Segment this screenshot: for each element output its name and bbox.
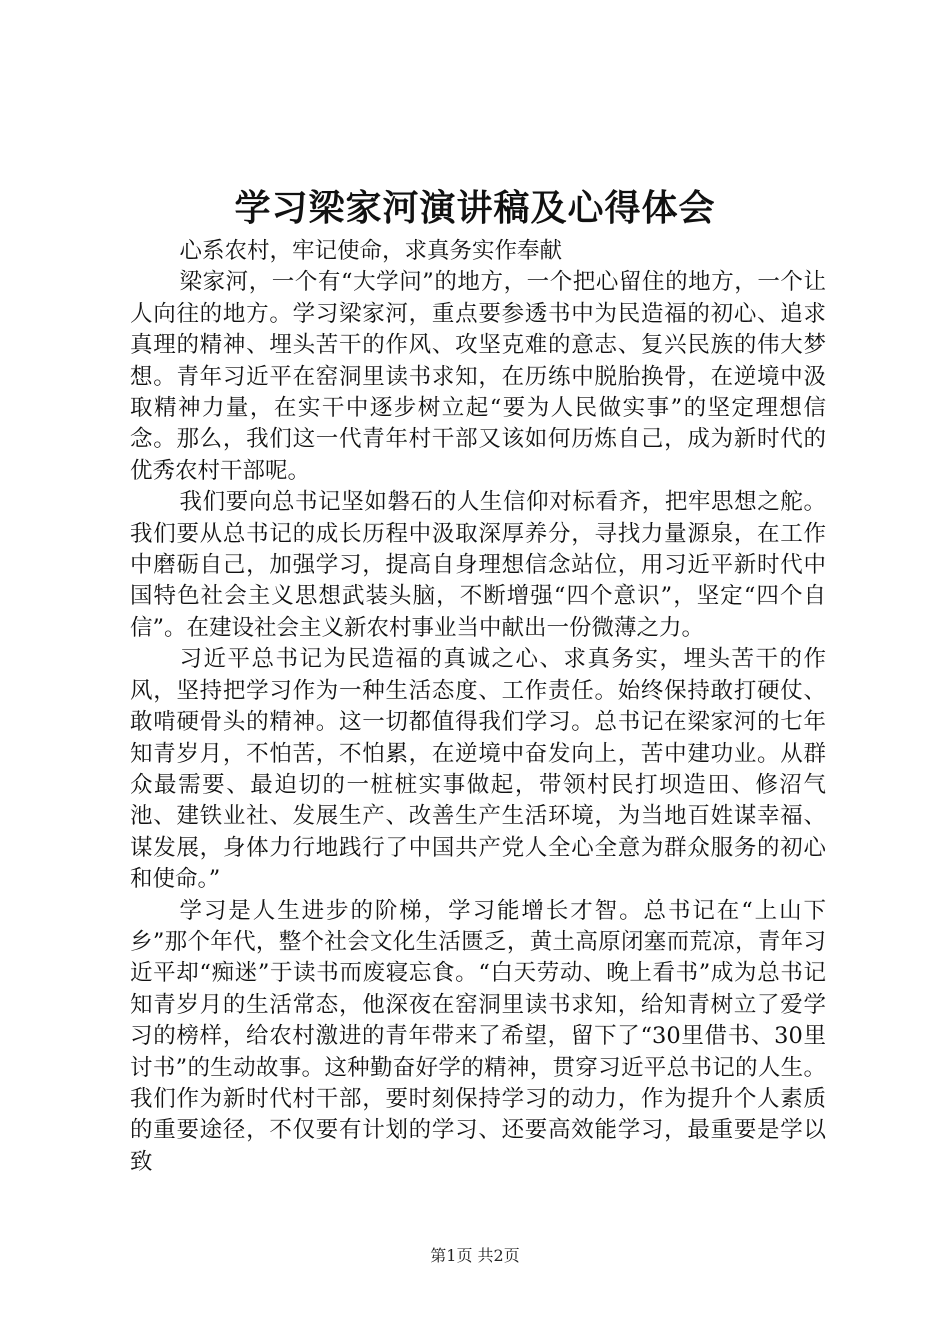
subtitle-paragraph: 心系农村，牢记使命，求真务实作奉献 <box>179 238 563 264</box>
document-body <box>130 236 826 1178</box>
document-title: 学习梁家河演讲稿及心得体会 <box>234 187 716 229</box>
body-paragraph: 习近平总书记为民造福的真诚之心、求真务实，埋头苦干的作风，坚持把学习作为一种生活态度、工作责任。始终保持敢打硬仗、敢啃硬骨头的精神。这一切都值得我们学习。总书记在梁家河的七年知青岁月，不怕苦，不怕累，在逆境中奋发向上，苦中建功业。从群众最需要、最迫切的一桩桩实事做起，带领村民打坝造田、修沼气池、建铁业社、发展生产、改善生产生活环境，为当地百姓谋幸福、谋发展，身体力行地践行了中国共产党人全心全意为群众服务的初心和使命。” <box>130 646 826 893</box>
page-number-footer: 第1页 共2页 <box>430 1246 520 1265</box>
body-paragraph: 学习是人生进步的阶梯，学习能增长才智。总书记在“上山下乡”那个年代，整个社会文化生活匮乏，黄土高原闭塞而荒凉，青年习近平却“痴迷”于读书而废寝忘食。“白天劳动、晚上看书”成为总书记知青岁月的生活常态，他深夜在窑洞里读书求知，给知青树立了爱学习的榜样，给农村激进的青年带来了希望，留下了“30里借书、30里讨书”的生动故事。这种勤奋好学的精神，贯穿习近平总书记的人生。我们作为新时代村干部，要时刻保持学习的动力，作为提升个人素质的重要途径，不仅要有计划的学习、还要高效能学习，最重要是学以致 <box>130 897 826 1175</box>
body-paragraph: 梁家河，一个有“大学问”的地方，一个把心留住的地方，一个让人向往的地方。学习梁家河，重点要参透书中为民造福的初心、追求真理的精神、埋头苦干的作风、攻坚克难的意志、复兴民族的伟大梦想。青年习近平在窑洞里读书求知，在历练中脱胎换骨，在逆境中汲取精神力量，在实干中逐步树立起“要为人民做实事”的坚定理想信念。那么，我们这一代青年村干部又该如何历炼自己，成为新时代的优秀农村干部呢。 <box>130 269 826 484</box>
body-paragraph: 我们要向总书记坚如磐石的人生信仰对标看齐，把牢思想之舵。我们要从总书记的成长历程中汲取深厚养分，寻找力量源泉，在工作中磨砺自己，加强学习，提高自身理想信念站位，用习近平新时代中国特色社会主义思想武装头脑，不断增强“四个意识”，坚定“四个自信”。在建设社会主义新农村事业当中献出一份微薄之力。 <box>130 489 826 641</box>
